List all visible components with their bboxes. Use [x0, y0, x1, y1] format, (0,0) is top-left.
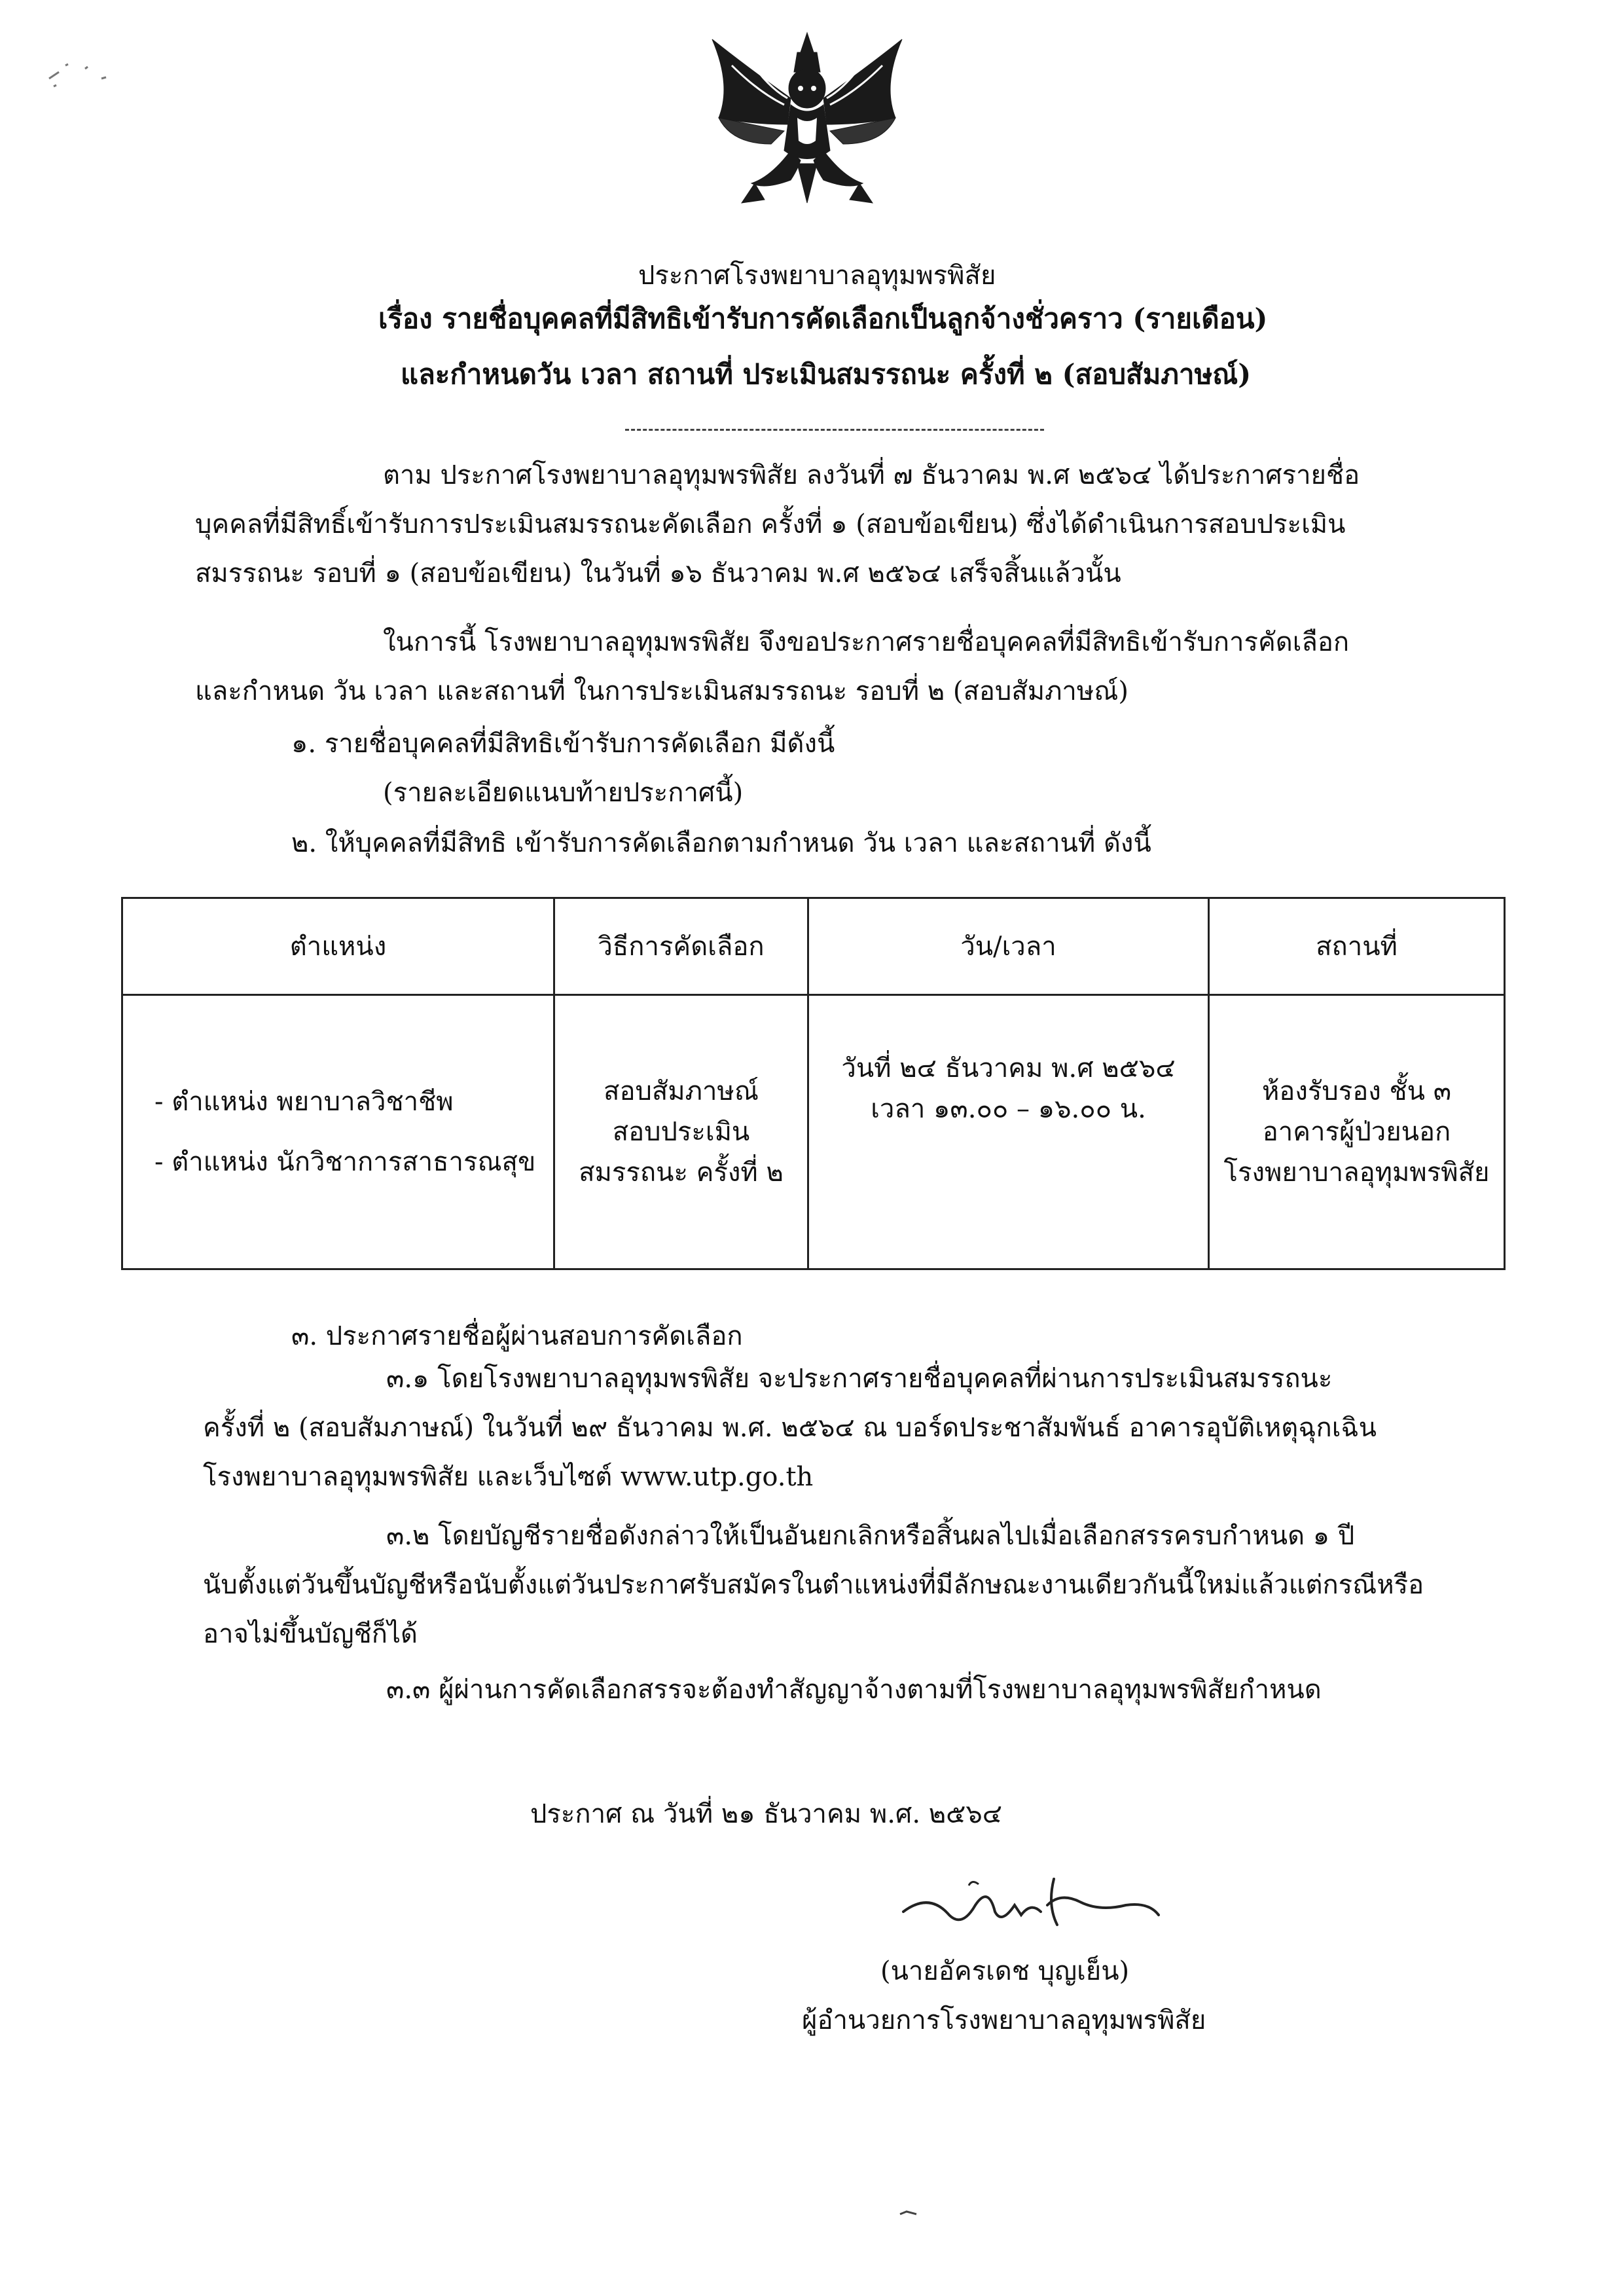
header-line-3: และกำหนดวัน เวลา สถานที่ ประเมินสมรรถนะ ครั้งที่ ๒ (สอบสัมภาษณ์) [401, 358, 1252, 390]
section3-1-line-2: ครั้งที่ ๒ (สอบสัมภาษณ์) ในวันที่ ๒๙ ธันวาคม พ.ศ. ๒๕๖๔ ณ บอร์ดประชาสัมพันธ์ อาคารอุบัติเหตุฉุกเฉิน [203, 1413, 1377, 1443]
section3-2-line-2: นับตั้งแต่วันขึ้นบัญชีหรือนับตั้งแต่วันประกาศรับสมัครในตำแหน่งที่มีลักษณะงานเดียวกันนี้ใหม่แล้วแต่กรณีหรือ [203, 1570, 1424, 1600]
section3-2-line-3: อาจไม่ขึ้นบัญชีก็ได้ [203, 1619, 418, 1649]
schedule-table [121, 897, 1506, 1270]
scratch-mark-icon [46, 52, 118, 92]
garuda-emblem-icon [693, 26, 922, 216]
header-line-1: ประกาศโรงพยาบาลอุทุมพรพิสัย [638, 261, 996, 291]
time-line: เวลา ๑๓.๐๐ – ๑๖.๐๐ น. [871, 1094, 1146, 1124]
para1-line-1: ตาม ประกาศโรงพยาบาลอุทุมพรพิสัย ลงวันที่ ๗ ธันวาคม พ.ศ ๒๕๖๔ ได้ประกาศรายชื่อ [383, 460, 1360, 490]
para1-line-3: สมรรถนะ รอบที่ ๑ (สอบข้อเขียน) ในวันที่ ๑๖ ธันวาคม พ.ศ ๒๕๖๔ เสร็จสิ้นแล้วนั้น [195, 558, 1121, 589]
method-line: สอบสัมภาษณ์ [604, 1076, 759, 1106]
location-line: ห้องรับรอง ชั้น ๓ [1261, 1076, 1452, 1106]
item-1-note: (รายละเอียดแนบท้ายประกาศนี้) [383, 778, 744, 808]
section3-3: ๓.๓ ผู้ผ่านการคัดเลือกสรรจะต้องทำสัญญาจ้างตามที่โรงพยาบาลอุทุมพรพิสัยกำหนด [386, 1675, 1322, 1705]
table-header-cell: ตำแหน่ง [122, 898, 554, 995]
item-2: ๒. ให้บุคคลที่มีสิทธิ เข้ารับการคัดเลือกตามกำหนด วัน เวลา และสถานที่ ดังนี้ [291, 828, 1151, 858]
location-cell [1209, 995, 1505, 1269]
method-line: สมรรถนะ ครั้งที่ ๒ [579, 1157, 784, 1188]
signer-name: (นายอัครเดช บุญเย็น) [880, 1956, 1130, 1986]
handwritten-signature [890, 1866, 1172, 1944]
table-header-cell: วัน/เวลา [808, 898, 1209, 995]
positions-cell [122, 995, 554, 1269]
item-1: ๑. รายชื่อบุคคลที่มีสิทธิเข้ารับการคัดเลือก มีดังนี้ [291, 729, 835, 759]
location-line: อาคารผู้ป่วยนอก [1262, 1117, 1451, 1147]
table-header-row [122, 898, 1505, 995]
table-row [122, 995, 1505, 1269]
table-header-cell: สถานที่ [1209, 898, 1505, 995]
para1-line-2: บุคคลที่มีสิทธิ์เข้ารับการประเมินสมรรถนะคัดเลือก ครั้งที่ ๑ (สอบข้อเขียน) ซึ่งได้ดำเนินการสอบประเมิน [195, 509, 1346, 539]
method-line: สอบประเมิน [612, 1117, 750, 1147]
table-header-cell: วิธีการคัดเลือก [554, 898, 808, 995]
stray-mark-icon [897, 2206, 923, 2219]
section3-2-line-1: ๓.๒ โดยบัญชีรายชื่อดังกล่าวให้เป็นอันยกเลิกหรือสิ้นผลไปเมื่อเลือกสรรครบกำหนด ๑ ปี [386, 1521, 1355, 1551]
method-cell [554, 995, 808, 1269]
location-line: โรงพยาบาลอุทุมพรพิสัย [1223, 1157, 1490, 1188]
position-item: - ตำแหน่ง พยาบาลวิชาชีพ [154, 1072, 553, 1132]
section3-title: ๓. ประกาศรายชื่อผู้ผ่านสอบการคัดเลือก [291, 1321, 743, 1351]
datetime-cell [808, 995, 1209, 1269]
signer-title: ผู้อำนวยการโรงพยาบาลอุทุมพรพิสัย [802, 2005, 1206, 2035]
para2-line-2: และกำหนด วัน เวลา และสถานที่ ในการประเมินสมรรถนะ รอบที่ ๒ (สอบสัมภาษณ์) [195, 676, 1128, 706]
para2-line-1: ในการนี้ โรงพยาบาลอุทุมพรพิสัย จึงขอประกาศรายชื่อบุคคลที่มีสิทธิเข้ารับการคัดเลือก [383, 627, 1350, 657]
position-item: - ตำแหน่ง นักวิชาการสาธารณสุข [154, 1132, 553, 1192]
header-subject: เรื่อง รายชื่อบุคคลที่มีสิทธิเข้ารับการคัดเลือกเป็นลูกจ้างชั่วคราว (รายเดือน) [378, 302, 1268, 335]
section3-1-line-1: ๓.๑ โดยโรงพยาบาลอุทุมพรพิสัย จะประกาศรายชื่อบุคคลที่ผ่านการประเมินสมรรถนะ [386, 1364, 1333, 1394]
announce-date: ประกาศ ณ วันที่ ๒๑ ธันวาคม พ.ศ. ๒๕๖๔ [530, 1799, 1003, 1829]
header-divider [625, 429, 1044, 431]
section3-1-line-3: โรงพยาบาลอุทุมพรพิสัย และเว็บไซต์ www.utp.go.th [203, 1462, 814, 1492]
date-line: วันที่ ๒๔ ธันวาคม พ.ศ ๒๕๖๔ [841, 1053, 1176, 1084]
